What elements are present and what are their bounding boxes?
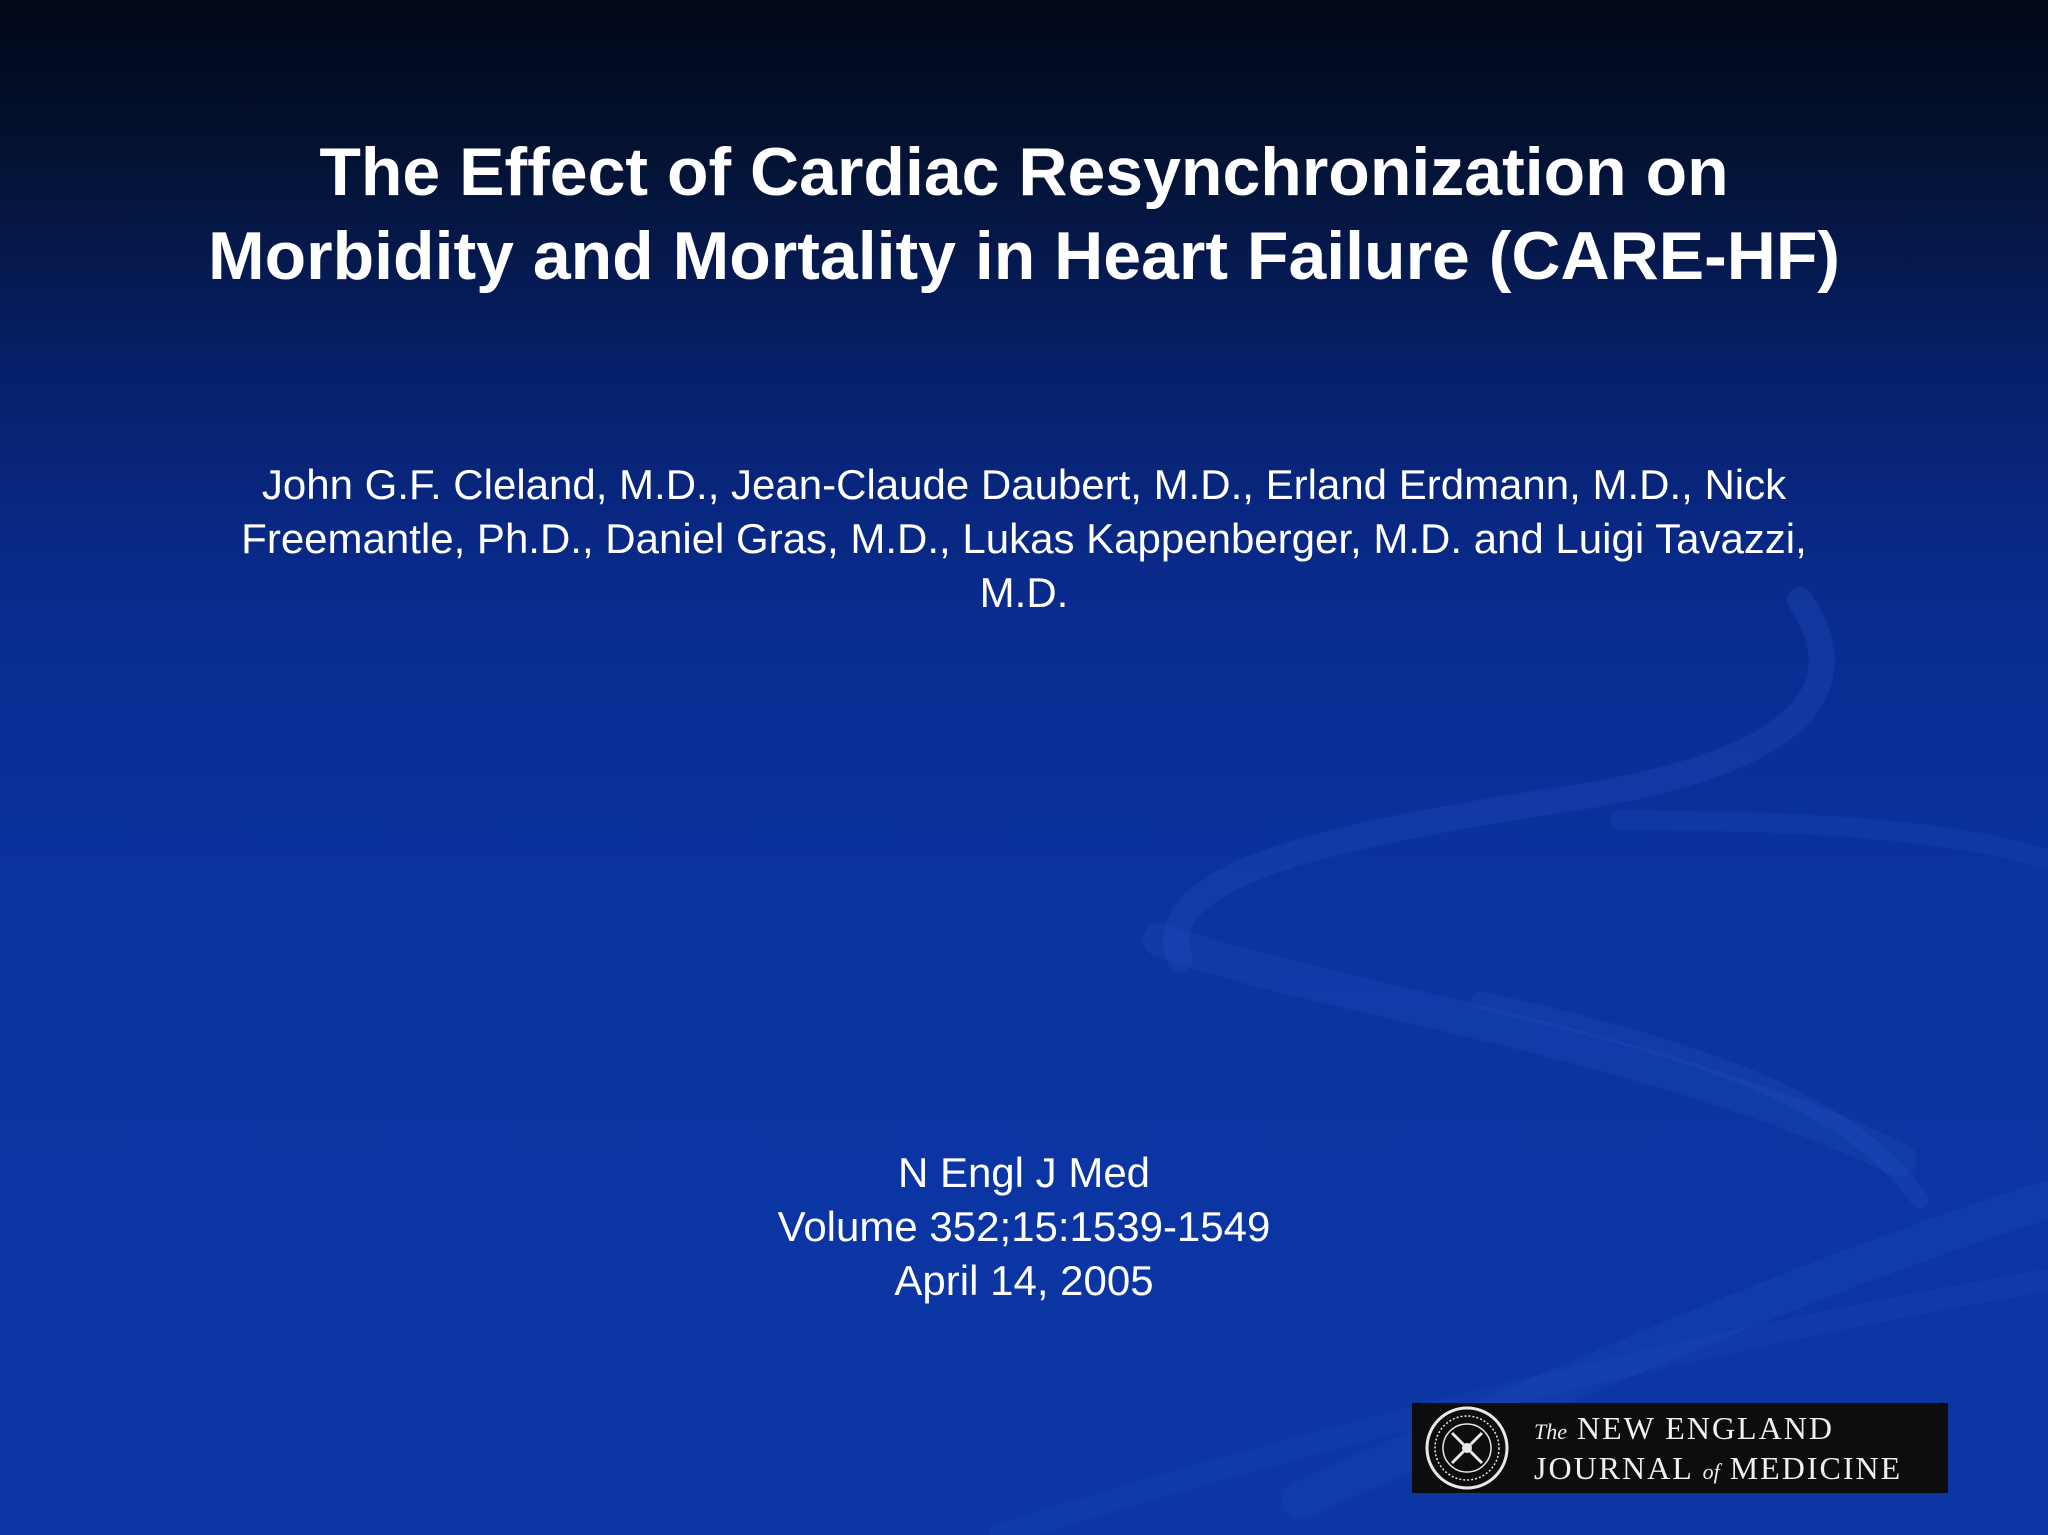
nejm-wordmark	[1534, 1412, 1902, 1484]
authors-list	[130, 458, 1918, 620]
authors-line-3: M.D.	[979, 569, 1069, 616]
title-line-1: The Effect of Cardiac Resynchronization on	[319, 134, 1729, 210]
authors-line-2: Freemantle, Ph.D., Daniel Gras, M.D., Lukas Kappenberger, M.D. and Luigi Tavazzi,	[241, 515, 1807, 562]
citation-block	[0, 1146, 2048, 1308]
slide-title	[0, 130, 2048, 298]
logo-of: of	[1702, 1459, 1720, 1484]
logo-medicine: MEDICINE	[1729, 1450, 1903, 1486]
authors-line-1: John G.F. Cleland, M.D., Jean-Claude Daubert, M.D., Erland Erdmann, M.D., Nick	[261, 461, 1787, 508]
logo-journal: JOURNAL	[1534, 1450, 1693, 1486]
nejm-logo	[1412, 1403, 1948, 1493]
logo-new-england: NEW ENGLAND	[1577, 1410, 1834, 1446]
nejm-seal-icon	[1424, 1405, 1510, 1491]
journal-name: N Engl J Med	[897, 1149, 1151, 1196]
logo-the: The	[1534, 1419, 1567, 1444]
title-line-2: Morbidity and Mortality in Heart Failure (CARE-HF)	[207, 218, 1841, 294]
publication-date: April 14, 2005	[894, 1257, 1154, 1304]
volume-pages: Volume 352;15:1539-1549	[777, 1203, 1271, 1250]
